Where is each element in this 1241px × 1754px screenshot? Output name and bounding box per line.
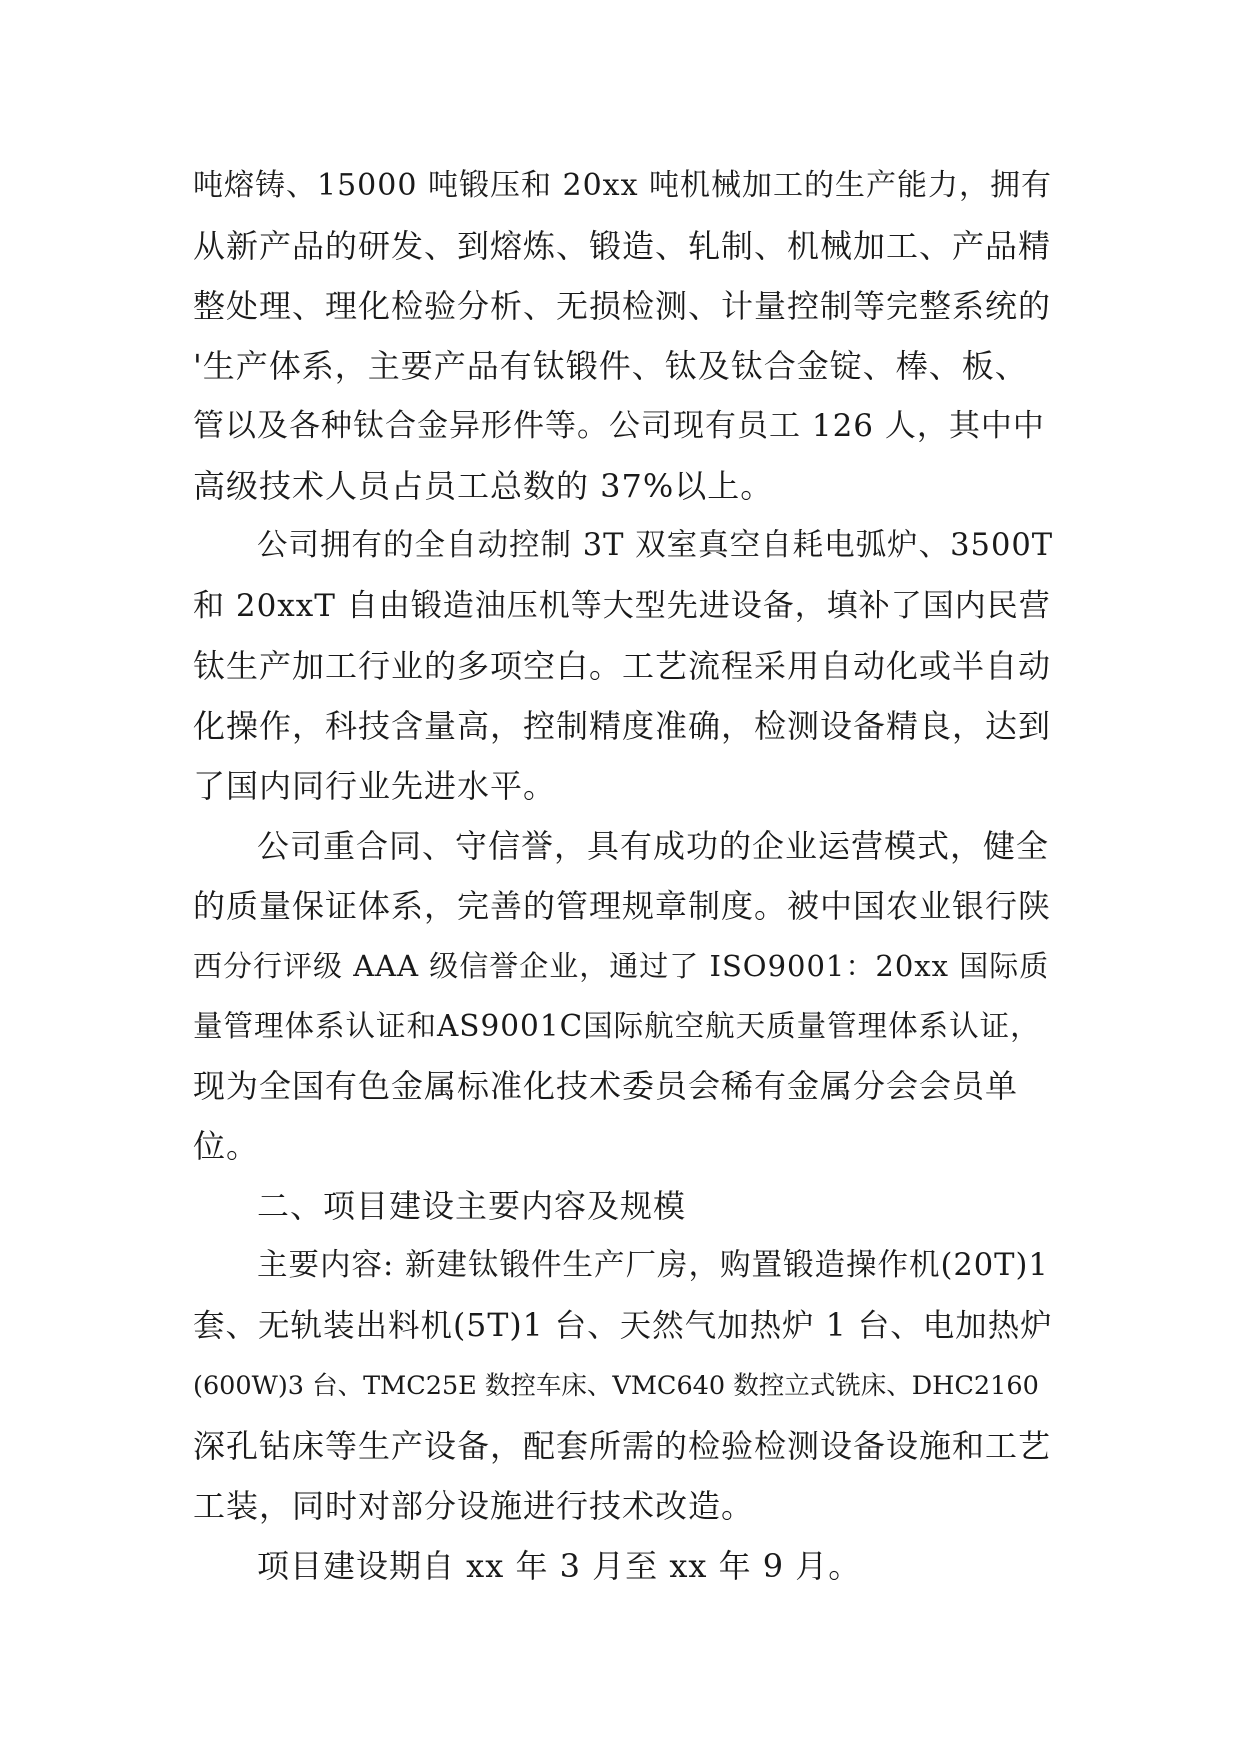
text-line: 位。: [193, 1127, 260, 1165]
text-line: 管以及各种钛合金异形件等。公司现有员工 126 人，其中中: [193, 408, 1045, 444]
text-line: 吨熔铸、15000 吨锻压和 20xx 吨机械加工的生产能力，拥有: [193, 168, 1053, 203]
paragraph-quality-credit: [193, 816, 1053, 1176]
text-line: 整处理、理化检验分析、无损检测、计量控制等完整系统的: [193, 287, 1052, 325]
paragraph-equipment: [193, 516, 1053, 816]
text-line: 套、无轨装出料机(5T)1 台、天然气加热炉 1 台、电加热炉: [193, 1308, 1053, 1344]
text-line: 深孔钻床等生产设备，配套所需的检验检测设备设施和工艺: [193, 1427, 1052, 1465]
paragraph-construction-period: [193, 1536, 1053, 1596]
text-line-indented: 公司拥有的全自动控制 3T 双室真空自耗电弧炉、3500T: [257, 528, 1054, 563]
text-line: 量管理体系认证和AS9001C国际航空航天质量管理体系认证，: [193, 1009, 1041, 1043]
paragraph-company-capacity: [193, 156, 1053, 516]
section-heading-text: 二、项目建设主要内容及规模: [257, 1187, 687, 1225]
document-body: [193, 156, 1053, 1596]
text-line: (600W)3 台、TMC25E 数控车床、VMC640 数控立式铣床、DHC2160: [193, 1371, 1039, 1401]
text-line: 钛生产加工行业的多项空白。工艺流程采用自动化或半自动: [193, 647, 1052, 685]
text-line: 化操作，科技含量高，控制精度准确，检测设备精良，达到: [193, 707, 1052, 745]
text-line: 了国内同行业先进水平。: [193, 767, 557, 805]
text-line: 工装，同时对部分设施进行技术改造。: [193, 1487, 755, 1525]
text-line: 现为全国有色金属标准化技术委员会稀有金属分会会员单: [193, 1067, 1019, 1105]
text-line-indented: 主要内容: 新建钛锻件生产厂房，购置锻造操作机(20T)1: [257, 1248, 1049, 1283]
section-heading: [193, 1176, 1053, 1236]
text-line-indented: 公司重合同、守信誉，具有成功的企业运营模式，健全: [257, 827, 1050, 865]
text-line: 的质量保证体系，完善的管理规章制度。被中国农业银行陕: [193, 887, 1052, 925]
paragraph-main-content: [193, 1236, 1053, 1536]
text-line: 从新产品的研发、到熔炼、锻造、轧制、机械加工、产品精: [193, 227, 1052, 265]
text-line-indented: 项目建设期自 xx 年 3 月至 xx 年 9 月。: [257, 1547, 862, 1585]
text-line: 西分行评级 AAA 级信誉企业，通过了 ISO9001：20xx 国际质: [193, 949, 1050, 983]
text-line: '生产体系，主要产品有钛锻件、钛及钛合金锭、棒、板、: [193, 347, 1028, 385]
text-line: 高级技术人员占员工总数的 37%以上。: [193, 467, 774, 505]
text-line: 和 20xxT 自由锻造油压机等大型先进设备，填补了国内民营: [193, 588, 1051, 624]
